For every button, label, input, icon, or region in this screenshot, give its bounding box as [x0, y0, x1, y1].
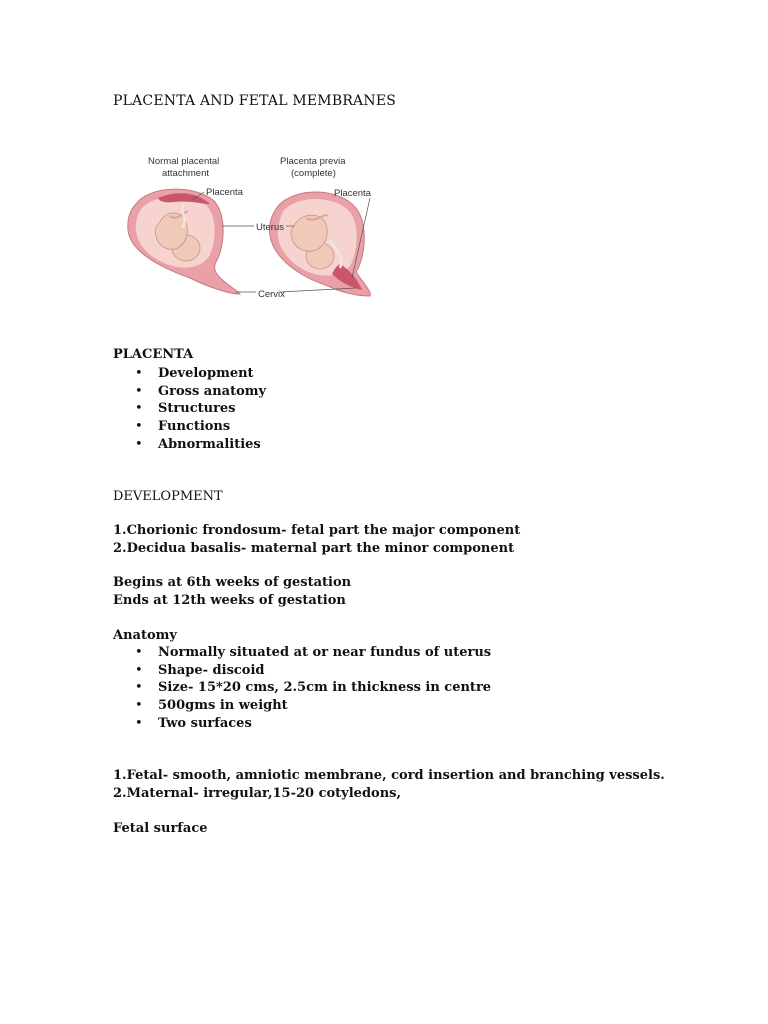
fig-label-uterus: Uterus: [256, 222, 284, 233]
placenta-illustration: [118, 152, 390, 307]
uterus-previa-drawing: [269, 192, 370, 296]
list-item: • Shape- discoid: [135, 662, 265, 678]
fig-label-placenta-left: Placenta: [206, 187, 243, 198]
fetal-surface-heading: Fetal surface: [113, 821, 208, 836]
list-item: • Gross anatomy: [135, 383, 267, 399]
fig-label-cervix: Cervix: [258, 289, 285, 300]
list-item: • Abnormalities: [135, 436, 261, 452]
list-item: • 500gms in weight: [135, 698, 288, 714]
list-item: • Size- 15*20 cms, 2.5cm in thickness in centre: [135, 680, 492, 696]
fig-caption-right-1: Placenta previa: [280, 156, 346, 167]
anatomy-heading: Anatomy: [113, 628, 177, 643]
placenta-topic-list: [113, 365, 266, 454]
placenta-heading: PLACENTA: [113, 347, 194, 362]
development-line-2: 2.Decidua basalis- maternal part the minor component: [113, 541, 515, 556]
anatomy-list: [113, 644, 491, 733]
gestation-begin-line: Begins at 6th weeks of gestation: [113, 575, 352, 590]
development-heading: DEVELOPMENT: [113, 489, 223, 504]
placenta-figure: [118, 152, 390, 307]
fig-caption-left-2: attachment: [162, 168, 209, 179]
fig-label-placenta-right: Placenta: [334, 188, 371, 199]
list-item: • Functions: [135, 419, 231, 435]
fig-caption-left-1: Normal placental: [148, 156, 220, 167]
fig-caption-right-2: (complete): [291, 168, 336, 179]
document-title: PLACENTA AND FETAL MEMBRANES: [113, 93, 397, 109]
list-item: • Normally situated at or near fundus of uterus: [135, 645, 492, 660]
maternal-surface-line: 2.Maternal- irregular,15-20 cotyledons,: [113, 786, 401, 801]
list-item: • Two surfaces: [135, 715, 252, 731]
list-item: • Development: [135, 366, 254, 381]
fetal-surface-line: 1.Fetal- smooth, amniotic membrane, cord insertion and branching vessels.: [113, 768, 665, 783]
gestation-end-line: Ends at 12th weeks of gestation: [113, 593, 346, 608]
uterus-normal-drawing: [128, 189, 240, 294]
development-line-1: 1.Chorionic frondosum- fetal part the major component: [113, 523, 521, 538]
list-item: • Structures: [135, 401, 236, 417]
